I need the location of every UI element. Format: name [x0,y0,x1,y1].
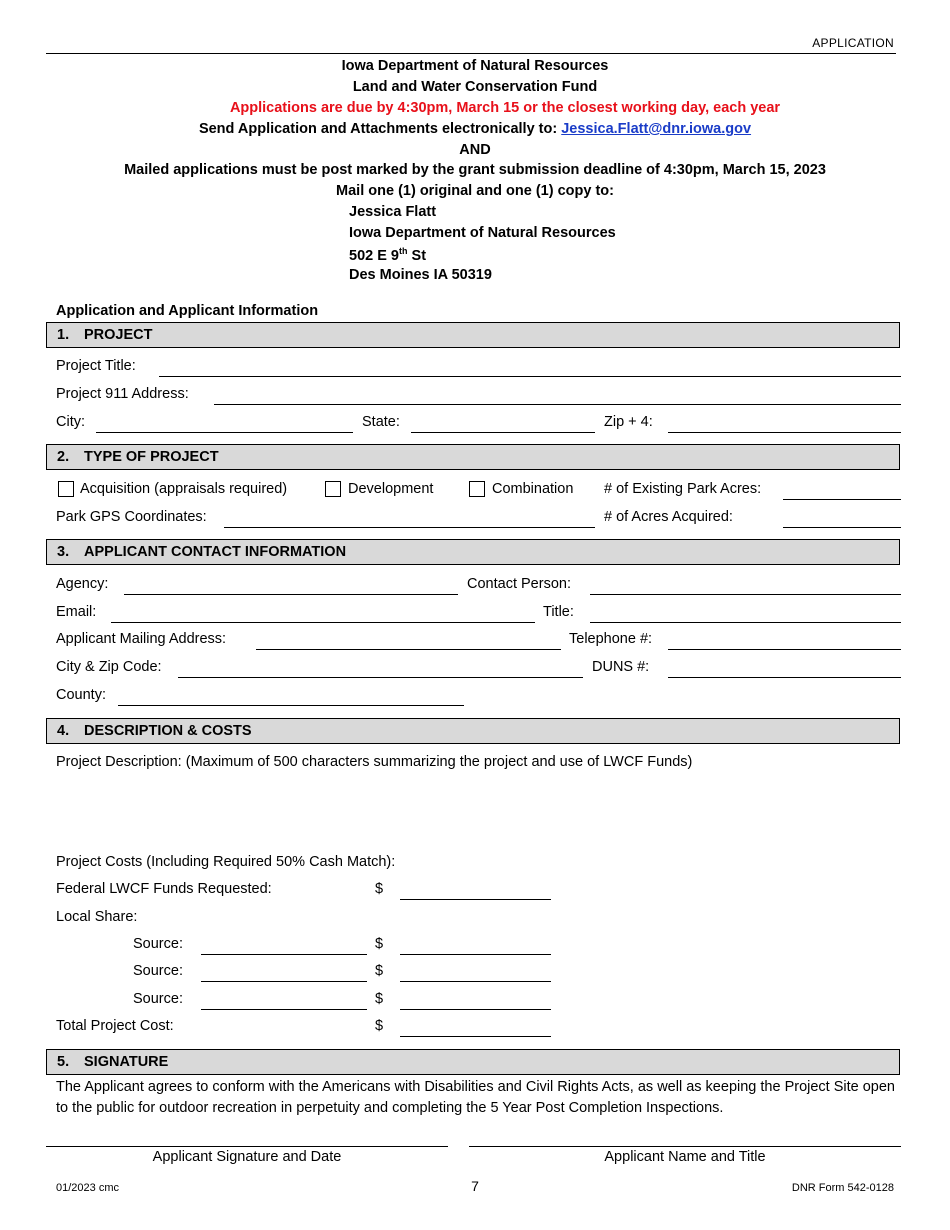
acres-acquired-field[interactable] [783,527,901,528]
address-street [349,246,426,264]
source-2-field[interactable] [201,981,367,982]
combination-label: Combination [492,481,574,497]
section-description-header [46,718,900,744]
project-address-label: Project 911 Address: [56,386,189,402]
project-address-field[interactable] [214,404,901,405]
city-label: City: [56,414,85,430]
source-3-amount-field[interactable] [400,1009,551,1010]
form-title: Application and Applicant Information [56,303,319,319]
section-number: 5. [57,1054,70,1070]
email-label: Email: [56,604,97,620]
source-2-label: Source: [133,963,183,979]
county-field[interactable] [118,705,464,706]
section-title: DESCRIPTION & COSTS [84,723,252,739]
title-field[interactable] [590,622,901,623]
acquisition-checkbox[interactable] [58,481,74,497]
name-title-label: Applicant Name and Title [604,1149,766,1165]
mailed-notice: Mailed applications must be post marked by the grant submission deadline of 4:30pm, March 15, 2023 [124,162,826,178]
existing-acres-label: # of Existing Park Acres: [604,481,762,497]
state-field[interactable] [411,432,595,433]
source-3-dollar-sign: $ [375,991,384,1007]
section-contact-header [46,539,900,565]
source-1-label: Source: [133,936,183,952]
street-suffix: St [407,247,427,264]
acquisition-label: Acquisition (appraisals required) [80,481,288,497]
section-signature-header [46,1049,900,1075]
gps-field[interactable] [224,527,595,528]
duns-field[interactable] [668,677,901,678]
combination-checkbox[interactable] [469,481,485,497]
agency-title: Iowa Department of Natural Resources [341,58,609,74]
address-city: Des Moines IA 50319 [349,267,492,283]
section-number: 3. [57,544,70,560]
development-checkbox[interactable] [325,481,341,497]
duns-label: DUNS #: [592,659,650,675]
acres-acquired-label: # of Acres Acquired: [604,509,733,525]
county-label: County: [56,687,106,703]
send-text: Send Application and Attachments electronically to: [198,121,558,137]
description-prompt: Project Description: (Maximum of 500 characters summarizing the project and use of LWCF Funds) [56,754,693,770]
mailing-address-label: Applicant Mailing Address: [56,631,227,647]
source-2-dollar-sign: $ [375,963,384,979]
local-share-label: Local Share: [56,909,138,925]
costs-label: Project Costs (Including Required 50% Cash Match): [56,854,396,870]
footer-date-code: 01/2023 cmc [56,1182,119,1194]
project-title-label: Project Title: [56,358,136,374]
page-number: 7 [471,1178,479,1194]
existing-acres-field[interactable] [783,499,901,500]
mail-copies-text: Mail one (1) original and one (1) copy to: [336,183,614,199]
due-notice: Applications are due by 4:30pm, March 15 or the closest working day, each year [229,100,781,116]
source-1-field[interactable] [201,954,367,955]
description-input-area[interactable] [56,776,901,846]
address-org: Iowa Department of Natural Resources [349,225,616,241]
signature-agreement-text: The Applicant agrees to conform with the Americans with Disabilities and Civil Rights Acts, as well as keeping the Project Site open to the public for outdoor recreation in perpetuity and completing the 5 Year Post Completion Inspections. [56,1079,895,1116]
section-number: 1. [57,327,70,343]
state-label: State: [362,414,400,430]
federal-funds-label: Federal LWCF Funds Requested: [56,881,272,897]
mailing-address-field[interactable] [256,649,561,650]
address-name: Jessica Flatt [349,204,437,220]
section-title: SIGNATURE [84,1054,169,1070]
agency-field[interactable] [124,594,458,595]
source-3-label: Source: [133,991,183,1007]
section-project-header [46,322,900,348]
total-cost-field[interactable] [400,1036,551,1037]
signature-field[interactable] [46,1146,448,1147]
source-3-field[interactable] [201,1009,367,1010]
signature-label: Applicant Signature and Date [152,1149,342,1165]
name-title-field[interactable] [469,1146,901,1147]
federal-dollar-sign: $ [375,881,384,897]
email-link[interactable]: Jessica.Flatt@dnr.iowa.gov [561,121,752,137]
section-type-header [46,444,900,470]
city-zip-label: City & Zip Code: [56,659,162,675]
agency-label: Agency: [56,576,109,592]
project-title-field[interactable] [159,376,901,377]
section-number: 4. [57,723,70,739]
header-label: APPLICATION [812,36,894,50]
email-field[interactable] [111,622,535,623]
gps-label: Park GPS Coordinates: [56,509,207,525]
telephone-label: Telephone #: [569,631,653,647]
and-text: AND [459,142,491,158]
section-title: PROJECT [84,327,153,343]
fund-title: Land and Water Conservation Fund [352,79,598,95]
contact-person-label: Contact Person: [467,576,571,592]
title-label: Title: [543,604,574,620]
source-1-dollar-sign: $ [375,936,384,952]
total-dollar-sign: $ [375,1018,384,1034]
source-2-amount-field[interactable] [400,981,551,982]
city-zip-field[interactable] [178,677,583,678]
federal-funds-field[interactable] [400,899,551,900]
zip-field[interactable] [668,432,901,433]
total-cost-label: Total Project Cost: [56,1018,174,1034]
telephone-field[interactable] [668,649,901,650]
header-rule [46,53,896,54]
city-field[interactable] [96,432,353,433]
street-number: 502 E 9 [349,247,399,264]
section-title: TYPE OF PROJECT [84,449,219,465]
street-ordinal: th [399,246,408,256]
section-title: APPLICANT CONTACT INFORMATION [84,544,347,560]
zip-label: Zip + 4: [604,414,653,430]
development-label: Development [348,481,434,497]
contact-person-field[interactable] [590,594,901,595]
source-1-amount-field[interactable] [400,954,551,955]
footer-form-number: DNR Form 542-0128 [791,1182,894,1194]
section-number: 2. [57,449,70,465]
send-line [0,121,950,137]
